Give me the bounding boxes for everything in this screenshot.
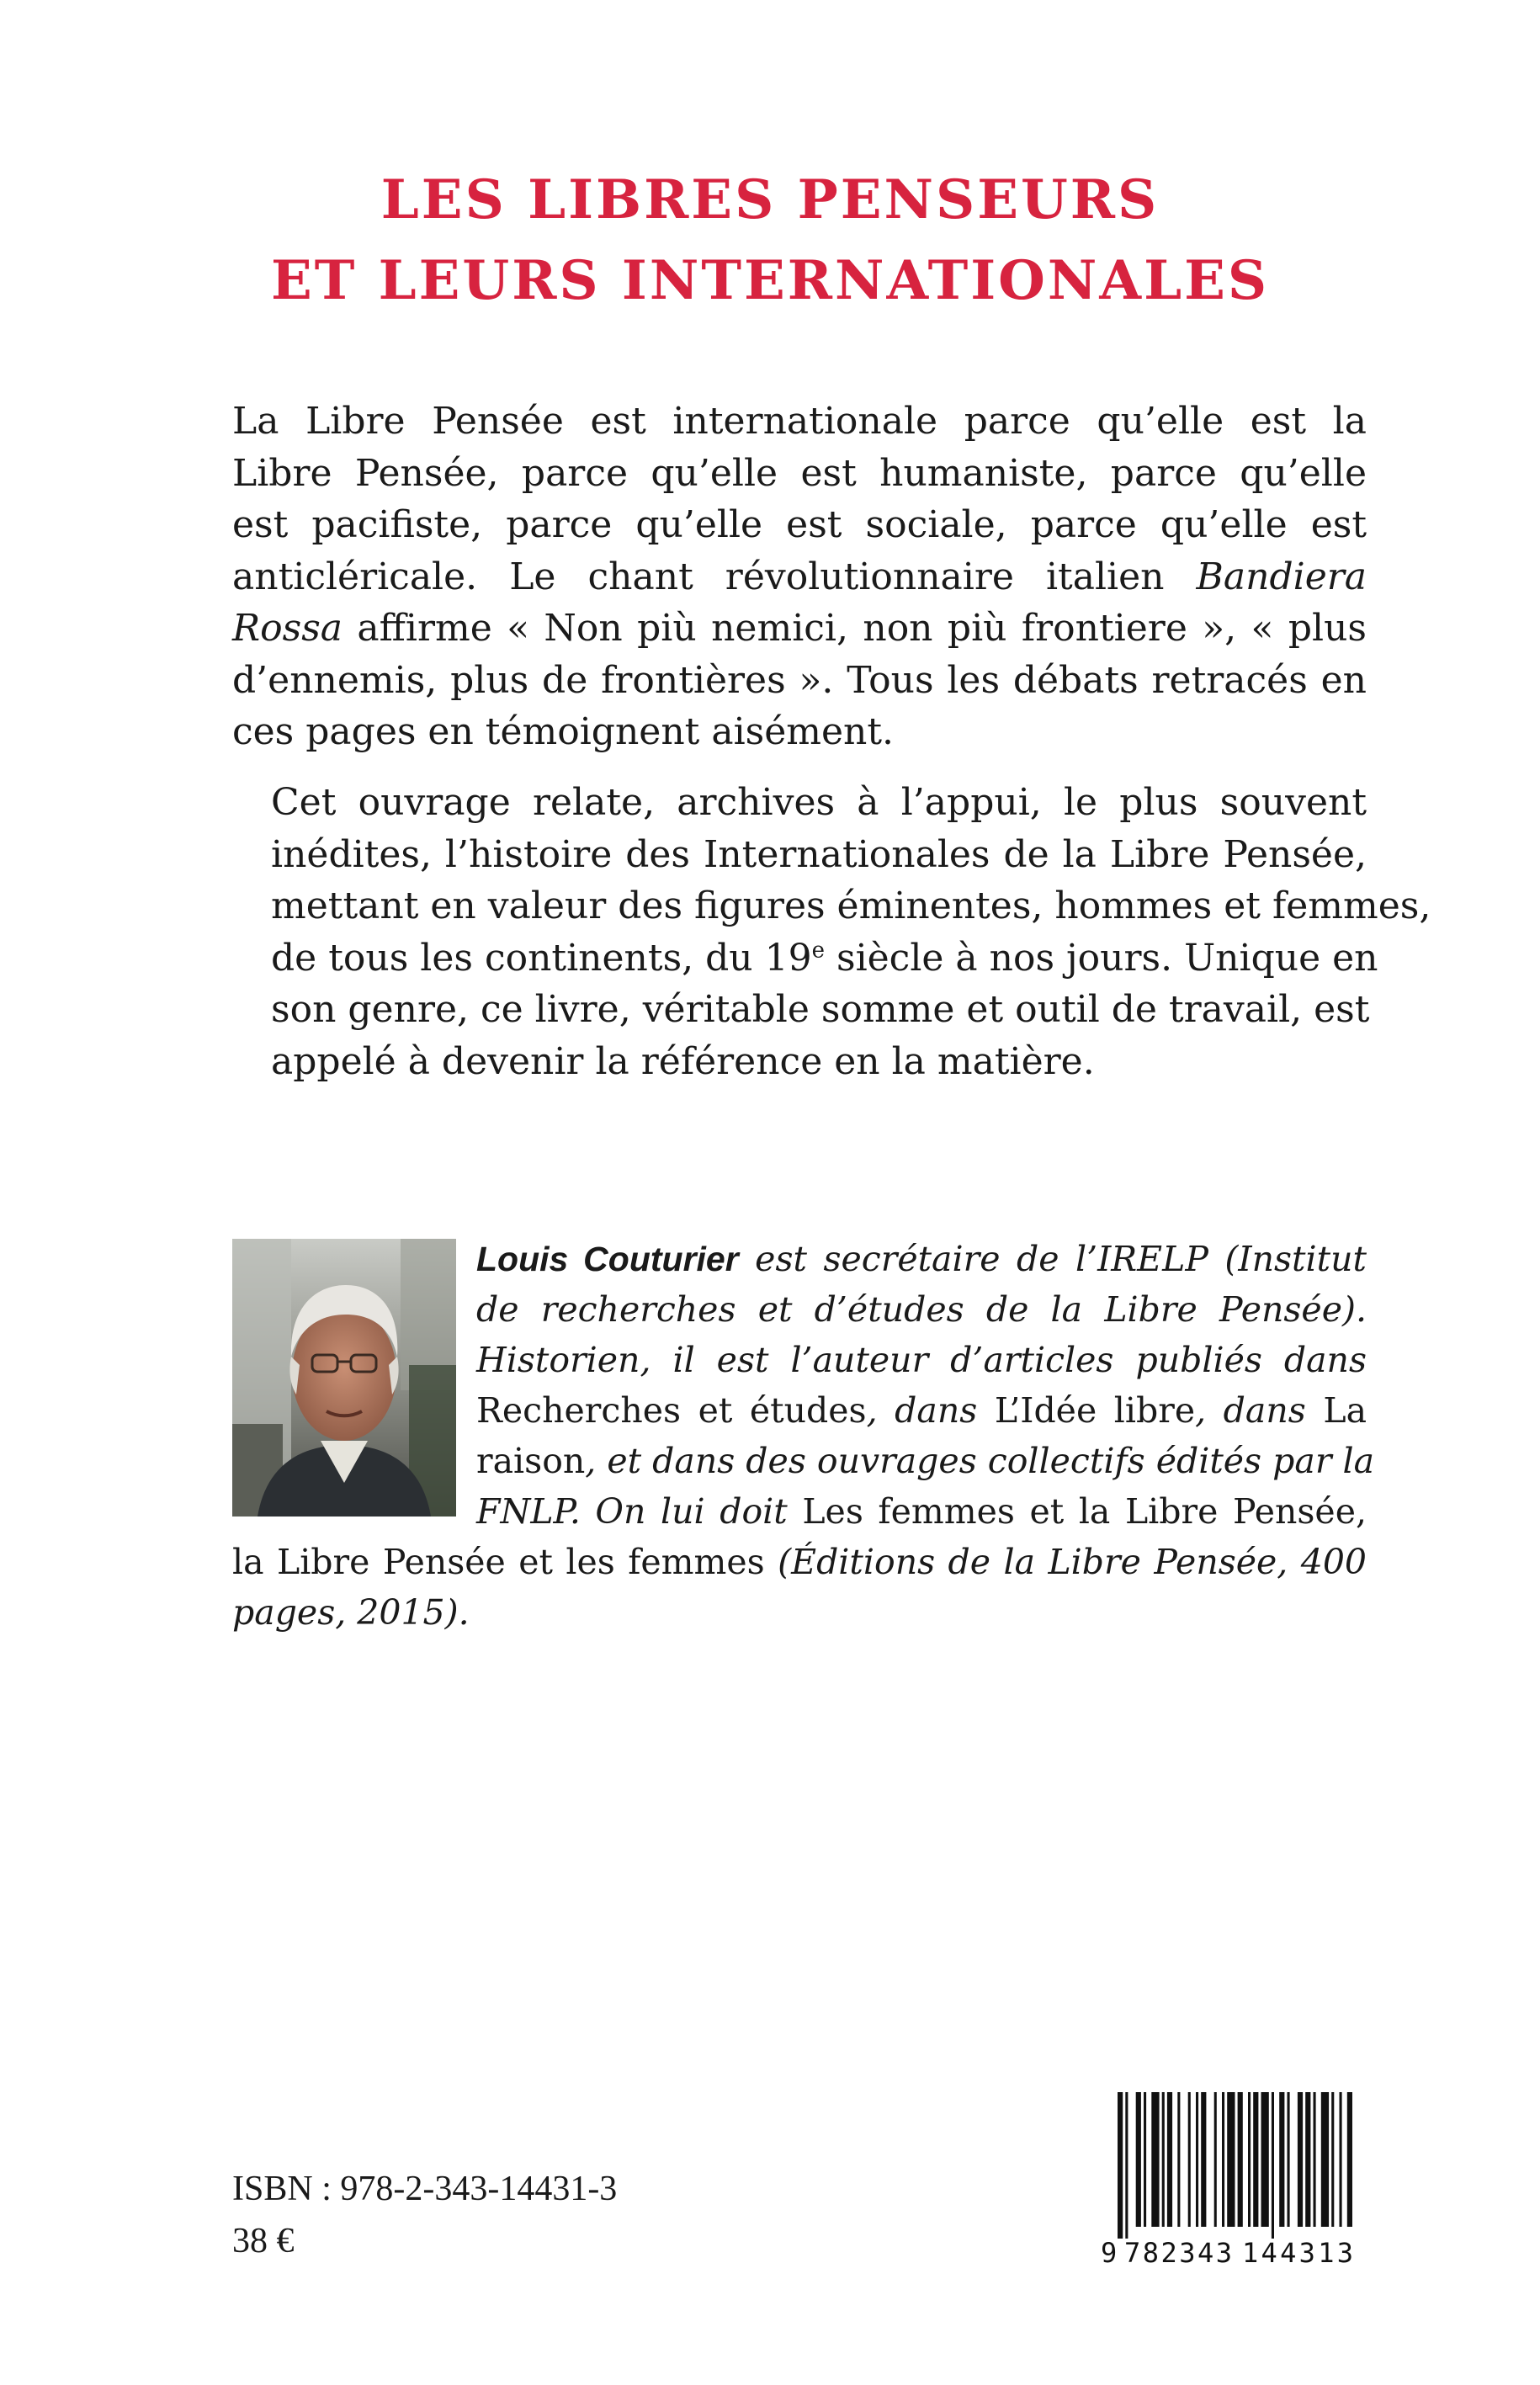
bio-text-italic: est secrétaire de l’IRELP (Institut	[738, 1239, 1367, 1279]
barcode-bar	[1214, 2092, 1217, 2227]
author-name: Louis Couturier	[476, 1240, 739, 1278]
barcode-bar	[1167, 2092, 1172, 2227]
barcode-bar	[1321, 2092, 1329, 2227]
text-line: est pacifiste, parce qu’elle est sociale, parce qu’elle est	[232, 503, 1367, 546]
title-line-1: LES LIBRES PENSEURS	[380, 168, 1160, 231]
bio-line	[232, 1436, 1375, 1486]
barcode-bar	[1144, 2092, 1146, 2227]
barcode-bar	[1222, 2092, 1224, 2227]
text-line	[232, 551, 1367, 603]
text-line: appelé à devenir la référence en la matière.	[271, 1039, 1095, 1083]
barcode-bar	[1298, 2092, 1303, 2227]
text-line: d’ennemis, plus de frontières ». Tous les débats retracés en	[232, 658, 1367, 702]
barcode-bar	[1177, 2092, 1180, 2227]
barcode-bar	[1201, 2092, 1206, 2227]
barcode-bar	[1331, 2092, 1334, 2227]
text-span: affirme « Non più nemici, non più frontiere », « plus	[343, 607, 1367, 650]
barcode-bar	[1162, 2092, 1165, 2227]
publication-title: Les femmes et la Libre Pensée,	[802, 1491, 1367, 1532]
text-line: Cet ouvrage relate, archives à l’appui, le plus souvent	[271, 781, 1367, 824]
superscript: e	[811, 937, 825, 963]
barcode-left-digits: 782343	[1124, 2237, 1232, 2269]
barcode	[1097, 2087, 1365, 2269]
publication-title: L’Idée libre	[994, 1390, 1196, 1431]
title-line-2: ET LEURS INTERNATIONALES	[270, 249, 1270, 312]
barcode-bar	[1188, 2092, 1191, 2227]
bio-text-italic: , et dans des ouvrages collectifs édités par la	[585, 1441, 1375, 1481]
bio-text-italic: FNLP. On lui doit	[476, 1491, 803, 1532]
text-span: siècle à nos jours. Unique en	[825, 936, 1378, 980]
bio-line	[232, 1335, 1367, 1385]
barcode-bar	[1125, 2092, 1128, 2239]
barcode-bar	[1305, 2092, 1310, 2227]
publication-title: La	[1323, 1390, 1367, 1431]
summary-paragraph-2	[232, 777, 1431, 1087]
barcode-right-digits: 144313	[1242, 2237, 1353, 2269]
barcode-bar	[1151, 2092, 1159, 2227]
barcode-bar	[1288, 2092, 1290, 2227]
text-line: La Libre Pensée est internationale parce qu’elle est la	[232, 400, 1367, 443]
barcode-bar	[1340, 2092, 1342, 2227]
barcode-bar	[1261, 2092, 1269, 2227]
bio-line	[232, 1587, 1367, 1638]
text-line: Libre Pensée, parce qu’elle est humaniste, parce qu’elle	[232, 451, 1367, 495]
barcode-bar	[1196, 2092, 1198, 2227]
barcode-image	[1097, 2087, 1365, 2269]
barcode-bar	[1347, 2092, 1352, 2227]
barcode-bar	[1238, 2092, 1243, 2227]
barcode-bar	[1118, 2092, 1123, 2239]
author-bio	[232, 1234, 1375, 1638]
isbn-label: ISBN : 978-2-343-14431-3	[232, 2170, 618, 2208]
barcode-bar	[1227, 2092, 1235, 2227]
barcode-bar	[1314, 2092, 1316, 2227]
text-span: de tous les continents, du 19	[271, 936, 812, 980]
text-line	[232, 932, 1378, 985]
price-label: 38 €	[232, 2222, 295, 2260]
text-line: son genre, ce livre, véritable somme et outil de travail, est	[271, 988, 1370, 1031]
text-line	[232, 603, 1367, 655]
bio-text-italic: de recherches et d’études de la Libre Pensée).	[476, 1289, 1367, 1330]
publication-title: la Libre Pensée et les femmes	[232, 1542, 778, 1582]
song-title-italic: Rossa	[232, 607, 343, 650]
bio-text-italic: pages, 2015).	[232, 1592, 470, 1633]
bio-line	[232, 1234, 1367, 1284]
bio-line	[232, 1537, 1367, 1587]
summary-paragraph-1	[232, 396, 1367, 758]
book-title	[0, 160, 1540, 321]
barcode-bar	[1279, 2092, 1284, 2227]
barcode-bar	[1253, 2092, 1258, 2227]
publication-title: Recherches et études	[476, 1390, 867, 1431]
bio-text-italic: Historien, il est l’auteur d’articles publiés dans	[476, 1340, 1367, 1380]
song-title-italic: Bandiera	[1196, 555, 1367, 598]
bio-text-italic: , dans	[866, 1390, 995, 1431]
publication-title: raison	[476, 1441, 586, 1481]
text-line: mettant en valeur des figures éminentes, hommes et femmes,	[271, 884, 1431, 927]
text-span: anticléricale. Le chant révolutionnaire italien	[232, 555, 1197, 598]
bio-line	[232, 1284, 1367, 1335]
bio-text-italic: (Éditions de la Libre Pensée, 400	[778, 1542, 1367, 1582]
bio-line	[232, 1385, 1367, 1436]
barcode-bar	[1136, 2092, 1141, 2227]
text-line: inédites, l’histoire des Internationales de la Libre Pensée,	[271, 832, 1367, 876]
barcode-bar	[1248, 2092, 1251, 2227]
barcode-bar	[1272, 2092, 1274, 2239]
bio-text-italic: , dans	[1195, 1390, 1324, 1431]
barcode-first-digit: 9	[1101, 2237, 1118, 2269]
bio-line	[232, 1486, 1367, 1537]
text-line: ces pages en témoignent aisément.	[232, 710, 895, 753]
